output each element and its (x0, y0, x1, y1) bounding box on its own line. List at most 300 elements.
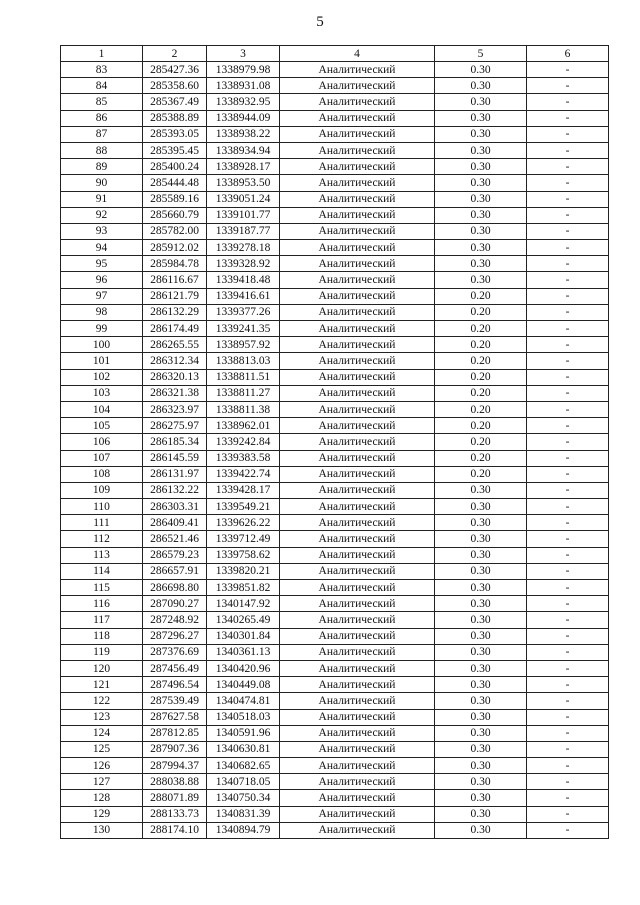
table-cell: 286323.97 (143, 401, 207, 417)
table-cell: 286275.97 (143, 418, 207, 434)
table-cell: - (527, 223, 609, 239)
table-cell: 1340265.49 (207, 612, 280, 628)
table-cell: 0.30 (435, 175, 527, 191)
table-cell: 1339278.18 (207, 240, 280, 256)
table-cell: Аналитический (280, 450, 435, 466)
table-cell: Аналитический (280, 499, 435, 515)
table-cell: 106 (61, 434, 143, 450)
table-cell: 1339187.77 (207, 223, 280, 239)
table-cell: Аналитический (280, 369, 435, 385)
table-cell: - (527, 806, 609, 822)
table-row (61, 450, 609, 466)
table-cell: Аналитический (280, 385, 435, 401)
table-cell: 0.30 (435, 758, 527, 774)
table-cell: 1340518.03 (207, 709, 280, 725)
table-cell: Аналитический (280, 159, 435, 175)
table-cell: 288038.88 (143, 774, 207, 790)
table-cell: 0.30 (435, 628, 527, 644)
table-cell: 0.30 (435, 596, 527, 612)
table-cell: - (527, 288, 609, 304)
table-cell: 0.30 (435, 62, 527, 78)
table-cell: - (527, 531, 609, 547)
table-cell: 1338957.92 (207, 337, 280, 353)
table-cell: 0.30 (435, 806, 527, 822)
table-cell: 94 (61, 240, 143, 256)
table-cell: Аналитический (280, 78, 435, 94)
table-cell: 0.20 (435, 385, 527, 401)
table-cell: Аналитический (280, 547, 435, 563)
table-cell: 90 (61, 175, 143, 191)
table-cell: 1339626.22 (207, 515, 280, 531)
table-cell: Аналитический (280, 709, 435, 725)
table-cell: 111 (61, 515, 143, 531)
table-cell: - (527, 660, 609, 676)
table-cell: 286321.38 (143, 385, 207, 401)
table-cell: 0.30 (435, 191, 527, 207)
table-cell: Аналитический (280, 62, 435, 78)
table-cell: Аналитический (280, 563, 435, 579)
table-row (61, 531, 609, 547)
table-cell: 0.20 (435, 466, 527, 482)
table-cell: - (527, 401, 609, 417)
column-header: 3 (207, 46, 280, 62)
table-cell: Аналитический (280, 110, 435, 126)
table-row (61, 434, 609, 450)
table-cell: 285400.24 (143, 159, 207, 175)
table-cell: Аналитический (280, 126, 435, 142)
table-cell: 287812.85 (143, 725, 207, 741)
table-cell: 1339820.21 (207, 563, 280, 579)
table-cell: - (527, 596, 609, 612)
table-cell: - (527, 612, 609, 628)
table-cell: Аналитический (280, 741, 435, 757)
table-row (61, 272, 609, 288)
table-cell: 101 (61, 353, 143, 369)
table-cell: 0.20 (435, 418, 527, 434)
table-cell: - (527, 499, 609, 515)
table-cell: 1340420.96 (207, 660, 280, 676)
table-cell: Аналитический (280, 660, 435, 676)
table-row (61, 418, 609, 434)
table-cell: Аналитический (280, 401, 435, 417)
table-cell: 0.30 (435, 207, 527, 223)
table-cell: - (527, 191, 609, 207)
table-cell: 0.30 (435, 482, 527, 498)
table-cell: Аналитический (280, 142, 435, 158)
table-cell: Аналитический (280, 207, 435, 223)
table-row (61, 191, 609, 207)
table-row (61, 321, 609, 337)
table-cell: Аналитический (280, 612, 435, 628)
table-cell: Аналитический (280, 790, 435, 806)
table-row (61, 353, 609, 369)
table-cell: 1338938.22 (207, 126, 280, 142)
table-cell: 92 (61, 207, 143, 223)
table-cell: 122 (61, 693, 143, 709)
table-cell: 114 (61, 563, 143, 579)
table-cell: 286145.59 (143, 450, 207, 466)
table-cell: 130 (61, 822, 143, 838)
table-cell: 0.20 (435, 337, 527, 353)
table-cell: 287296.27 (143, 628, 207, 644)
table-cell: 287456.49 (143, 660, 207, 676)
table-cell: - (527, 369, 609, 385)
table-cell: 0.30 (435, 580, 527, 596)
table-cell: 0.30 (435, 547, 527, 563)
table-cell: Аналитический (280, 693, 435, 709)
column-header: 5 (435, 46, 527, 62)
table-cell: 0.20 (435, 401, 527, 417)
table-cell: Аналитический (280, 175, 435, 191)
table-cell: 285660.79 (143, 207, 207, 223)
table-cell: 84 (61, 78, 143, 94)
table-cell: 0.20 (435, 304, 527, 320)
table-cell: 1338979.98 (207, 62, 280, 78)
table-cell: - (527, 240, 609, 256)
table-cell: 0.30 (435, 644, 527, 660)
table-cell: 116 (61, 596, 143, 612)
table-cell: 0.30 (435, 741, 527, 757)
table-cell: 0.30 (435, 515, 527, 531)
table-row (61, 725, 609, 741)
table-cell: - (527, 175, 609, 191)
coordinates-table (60, 45, 609, 839)
table-cell: 285367.49 (143, 94, 207, 110)
table-cell: 0.30 (435, 822, 527, 838)
table-cell: Аналитический (280, 644, 435, 660)
table-cell: - (527, 822, 609, 838)
table-cell: 285393.05 (143, 126, 207, 142)
table-row (61, 758, 609, 774)
table-cell: 286312.34 (143, 353, 207, 369)
table-cell: 126 (61, 758, 143, 774)
table-cell: 0.30 (435, 240, 527, 256)
table-cell: 0.30 (435, 774, 527, 790)
table-cell: 0.20 (435, 288, 527, 304)
table-cell: - (527, 353, 609, 369)
table-cell: 285589.16 (143, 191, 207, 207)
table-cell: 1338813.03 (207, 353, 280, 369)
table-cell: Аналитический (280, 580, 435, 596)
table-row (61, 612, 609, 628)
table-cell: 1340831.39 (207, 806, 280, 822)
table-cell: - (527, 142, 609, 158)
table-cell: 1340301.84 (207, 628, 280, 644)
table-cell: 118 (61, 628, 143, 644)
table-row (61, 580, 609, 596)
table-row (61, 385, 609, 401)
table-cell: 0.30 (435, 94, 527, 110)
table-cell: - (527, 272, 609, 288)
table-cell: 1340591.96 (207, 725, 280, 741)
table-cell: Аналитический (280, 531, 435, 547)
table-cell: - (527, 321, 609, 337)
table-cell: 1338811.38 (207, 401, 280, 417)
table-cell: 286174.49 (143, 321, 207, 337)
column-header: 6 (527, 46, 609, 62)
table-row (61, 806, 609, 822)
table-cell: Аналитический (280, 806, 435, 822)
table-cell: 287496.54 (143, 677, 207, 693)
table-cell: 288071.89 (143, 790, 207, 806)
table-cell: 1339377.26 (207, 304, 280, 320)
table-cell: 121 (61, 677, 143, 693)
table-cell: 0.30 (435, 499, 527, 515)
table-row (61, 240, 609, 256)
table-cell: 1339242.84 (207, 434, 280, 450)
table-cell: 112 (61, 531, 143, 547)
table-cell: 104 (61, 401, 143, 417)
table-cell: 0.30 (435, 790, 527, 806)
table-cell: 1339428.17 (207, 482, 280, 498)
table-row (61, 62, 609, 78)
table-cell: Аналитический (280, 758, 435, 774)
table-cell: - (527, 304, 609, 320)
table-cell: 286116.67 (143, 272, 207, 288)
table-cell: 286521.46 (143, 531, 207, 547)
table-cell: 0.20 (435, 321, 527, 337)
table-cell: - (527, 774, 609, 790)
table-cell: 287248.92 (143, 612, 207, 628)
table-cell: 285427.36 (143, 62, 207, 78)
table-row (61, 660, 609, 676)
table-cell: 286657.91 (143, 563, 207, 579)
table-header-row (61, 46, 609, 62)
table-row (61, 563, 609, 579)
table-cell: Аналитический (280, 337, 435, 353)
table-cell: Аналитический (280, 240, 435, 256)
table-cell: 287090.27 (143, 596, 207, 612)
table-row (61, 337, 609, 353)
table-row (61, 741, 609, 757)
table-body (61, 62, 609, 839)
table-cell: - (527, 725, 609, 741)
table-cell: 0.30 (435, 677, 527, 693)
table-row (61, 822, 609, 838)
table-cell: Аналитический (280, 418, 435, 434)
table-row (61, 644, 609, 660)
table-row (61, 482, 609, 498)
table-cell: 286698.80 (143, 580, 207, 596)
table-cell: 98 (61, 304, 143, 320)
table-cell: 286132.29 (143, 304, 207, 320)
table-cell: 286132.22 (143, 482, 207, 498)
table-cell: 115 (61, 580, 143, 596)
table-cell: 1339328.92 (207, 256, 280, 272)
table-cell: 0.30 (435, 531, 527, 547)
table-cell: - (527, 126, 609, 142)
table-cell: 0.30 (435, 159, 527, 175)
table-cell: 125 (61, 741, 143, 757)
table-cell: Аналитический (280, 94, 435, 110)
table-cell: - (527, 159, 609, 175)
table-cell: Аналитический (280, 304, 435, 320)
table-cell: 86 (61, 110, 143, 126)
table-cell: - (527, 78, 609, 94)
table-cell: 0.30 (435, 272, 527, 288)
table-cell: 102 (61, 369, 143, 385)
table-cell: 0.30 (435, 78, 527, 94)
table-row (61, 369, 609, 385)
table-cell: - (527, 434, 609, 450)
table-cell: Аналитический (280, 515, 435, 531)
table-cell: 0.30 (435, 725, 527, 741)
table-row (61, 110, 609, 126)
table-cell: 1339101.77 (207, 207, 280, 223)
table-cell: 99 (61, 321, 143, 337)
table-cell: 0.20 (435, 369, 527, 385)
table-row (61, 304, 609, 320)
table-cell: 1339851.82 (207, 580, 280, 596)
table-cell: Аналитический (280, 288, 435, 304)
table-row (61, 223, 609, 239)
table-cell: 1339758.62 (207, 547, 280, 563)
table-row (61, 596, 609, 612)
table-cell: - (527, 207, 609, 223)
table-cell: - (527, 547, 609, 563)
table-cell: 0.20 (435, 450, 527, 466)
table-cell: - (527, 418, 609, 434)
table-row (61, 709, 609, 725)
table-cell: 113 (61, 547, 143, 563)
table-cell: 285358.60 (143, 78, 207, 94)
table-cell: 109 (61, 482, 143, 498)
table-cell: Аналитический (280, 256, 435, 272)
table-cell: 120 (61, 660, 143, 676)
table-cell: - (527, 758, 609, 774)
table-cell: 128 (61, 790, 143, 806)
table-cell: 0.20 (435, 434, 527, 450)
table-cell: - (527, 337, 609, 353)
table-cell: 1339712.49 (207, 531, 280, 547)
column-header: 2 (143, 46, 207, 62)
table-cell: - (527, 256, 609, 272)
table-cell: Аналитический (280, 353, 435, 369)
table-cell: 1338811.51 (207, 369, 280, 385)
table-cell: 1338811.27 (207, 385, 280, 401)
table-cell: Аналитический (280, 628, 435, 644)
table-cell: 93 (61, 223, 143, 239)
table-cell: 285388.89 (143, 110, 207, 126)
table-cell: 0.30 (435, 223, 527, 239)
table-cell: 1338962.01 (207, 418, 280, 434)
table-cell: 1339383.58 (207, 450, 280, 466)
table-cell: 107 (61, 450, 143, 466)
table-cell: 124 (61, 725, 143, 741)
table-cell: 1340147.92 (207, 596, 280, 612)
column-header: 4 (280, 46, 435, 62)
table-cell: 110 (61, 499, 143, 515)
table-cell: 117 (61, 612, 143, 628)
table-cell: 1340718.05 (207, 774, 280, 790)
table-cell: 1340750.34 (207, 790, 280, 806)
table-cell: 85 (61, 94, 143, 110)
table-cell: 0.30 (435, 110, 527, 126)
table-cell: 285912.02 (143, 240, 207, 256)
table-cell: - (527, 450, 609, 466)
table-cell: Аналитический (280, 596, 435, 612)
table-cell: - (527, 94, 609, 110)
table-cell: 287907.36 (143, 741, 207, 757)
table-row (61, 94, 609, 110)
table-cell: 1340894.79 (207, 822, 280, 838)
table-cell: - (527, 515, 609, 531)
table-cell: 1339418.48 (207, 272, 280, 288)
table-cell: 95 (61, 256, 143, 272)
table-cell: 0.30 (435, 126, 527, 142)
table-row (61, 159, 609, 175)
table-cell: 287376.69 (143, 644, 207, 660)
table-cell: 288133.73 (143, 806, 207, 822)
table-cell: 288174.10 (143, 822, 207, 838)
table-row (61, 547, 609, 563)
table-cell: 1338928.17 (207, 159, 280, 175)
table-row (61, 515, 609, 531)
table-cell: 1339416.61 (207, 288, 280, 304)
table-cell: - (527, 62, 609, 78)
table-row (61, 677, 609, 693)
table-cell: 286579.23 (143, 547, 207, 563)
table-cell: - (527, 644, 609, 660)
column-header: 1 (61, 46, 143, 62)
table-cell: 1338932.95 (207, 94, 280, 110)
table-cell: - (527, 563, 609, 579)
table-cell: 1339241.35 (207, 321, 280, 337)
table-cell: - (527, 741, 609, 757)
table-cell: 1340361.13 (207, 644, 280, 660)
page-number: 5 (316, 14, 324, 30)
table-cell: - (527, 580, 609, 596)
table-cell: 0.30 (435, 709, 527, 725)
table-cell: 1338931.08 (207, 78, 280, 94)
table-cell: 1338934.94 (207, 142, 280, 158)
table-cell: - (527, 790, 609, 806)
table-cell: 100 (61, 337, 143, 353)
table-cell: - (527, 628, 609, 644)
table-cell: Аналитический (280, 774, 435, 790)
table-cell: 91 (61, 191, 143, 207)
table-cell: Аналитический (280, 272, 435, 288)
table-cell: 286409.41 (143, 515, 207, 531)
table-cell: - (527, 693, 609, 709)
table-cell: 119 (61, 644, 143, 660)
table-cell: 1340630.81 (207, 741, 280, 757)
table-cell: 97 (61, 288, 143, 304)
table-row (61, 401, 609, 417)
table-cell: 105 (61, 418, 143, 434)
table-cell: 0.30 (435, 693, 527, 709)
table-cell: 127 (61, 774, 143, 790)
table-cell: - (527, 482, 609, 498)
table-cell: 0.30 (435, 256, 527, 272)
table-cell: - (527, 709, 609, 725)
table-cell: 286265.55 (143, 337, 207, 353)
table-cell: 1340449.08 (207, 677, 280, 693)
table-row (61, 790, 609, 806)
table-cell: Аналитический (280, 223, 435, 239)
table-row (61, 466, 609, 482)
table-cell: 286121.79 (143, 288, 207, 304)
table-row (61, 774, 609, 790)
table-cell: Аналитический (280, 321, 435, 337)
table-cell: 129 (61, 806, 143, 822)
table-cell: 285444.48 (143, 175, 207, 191)
table-cell: 1339422.74 (207, 466, 280, 482)
table-cell: - (527, 466, 609, 482)
table-cell: Аналитический (280, 466, 435, 482)
table-cell: 1338944.09 (207, 110, 280, 126)
table-cell: Аналитический (280, 482, 435, 498)
